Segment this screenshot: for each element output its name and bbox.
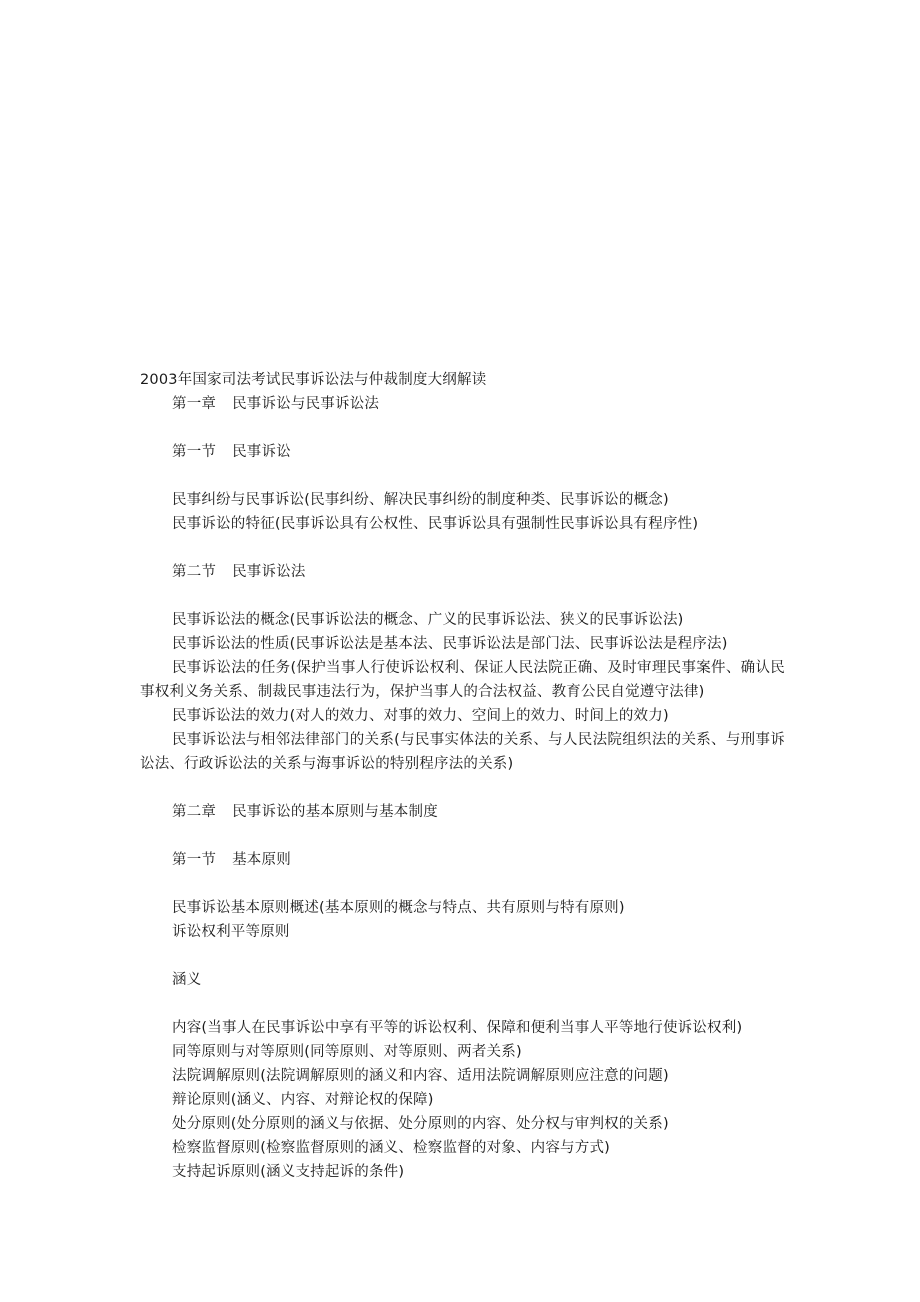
section-number: 第二节 [172, 564, 217, 580]
outline-item: 辩论原则(涵义、内容、对辩论权的保障) [172, 1092, 434, 1108]
chapter-number: 第二章 [172, 804, 217, 820]
outline-item: 民事诉讼法与相邻法律部门的关系(与民事实体法的关系、与人民法院组织法的关系、与刑事诉讼法、行政诉讼法的关系与海事诉讼的特别程序法的关系) [140, 732, 785, 772]
outline-item: 处分原则(处分原则的涵义与依据、处分原则的内容、处分权与审判权的关系) [172, 1116, 669, 1132]
outline-item: 支持起诉原则(涵义支持起诉的条件) [172, 1164, 405, 1180]
outline-item: 民事纠纷与民事诉讼(民事纠纷、解决民事纠纷的制度种类、民事诉讼的概念) [172, 492, 669, 508]
outline-item: 同等原则与对等原则(同等原则、对等原则、两者关系) [172, 1044, 522, 1060]
chapter-1-heading [140, 392, 785, 416]
section-heading [140, 848, 785, 872]
outline-item: 民事诉讼法的效力(对人的效力、对事的效力、空间上的效力、时间上的效力) [172, 708, 669, 724]
chapter-name: 民事诉讼的基本原则与基本制度 [232, 804, 438, 820]
meaning-label: 涵义 [172, 972, 202, 988]
section-name: 基本原则 [232, 852, 291, 868]
section-name: 民事诉讼法 [232, 564, 306, 580]
section-number: 第一节 [172, 852, 217, 868]
section-heading [140, 440, 785, 464]
section-name: 民事诉讼 [232, 444, 291, 460]
document-body [140, 368, 785, 1184]
outline-item: 民事诉讼基本原则概述(基本原则的概念与特点、共有原则与特有原则) [172, 900, 625, 916]
outline-item: 内容(当事人在民事诉讼中享有平等的诉讼权利、保障和便利当事人平等地行使诉讼权利) [172, 1020, 743, 1036]
outline-item: 民事诉讼法的任务(保护当事人行使诉讼权利、保证人民法院正确、及时审理民事案件、确认民事权利义务关系、制裁民事违法行为，保护当事人的合法权益、教育公民自觉遵守法律) [140, 660, 785, 700]
outline-item: 民事诉讼法的性质(民事诉讼法是基本法、民事诉讼法是部门法、民事诉讼法是程序法) [172, 636, 728, 652]
document-title: 2003年国家司法考试民事诉讼法与仲裁制度大纲解读 [140, 372, 487, 388]
outline-item: 诉讼权利平等原则 [172, 924, 290, 940]
section-heading [140, 560, 785, 584]
outline-item: 民事诉讼的特征(民事诉讼具有公权性、民事诉讼具有强制性民事诉讼具有程序性) [172, 516, 699, 532]
section-number: 第一节 [172, 444, 217, 460]
outline-item: 民事诉讼法的概念(民事诉讼法的概念、广义的民事诉讼法、狭义的民事诉讼法) [172, 612, 684, 628]
outline-item: 检察监督原则(检察监督原则的涵义、检察监督的对象、内容与方式) [172, 1140, 611, 1156]
outline-item: 法院调解原则(法院调解原则的涵义和内容、适用法院调解原则应注意的问题) [172, 1068, 669, 1084]
chapter-name: 民事诉讼与民事诉讼法 [232, 396, 380, 412]
chapter-2-heading [140, 800, 785, 824]
chapter-number: 第一章 [172, 396, 217, 412]
